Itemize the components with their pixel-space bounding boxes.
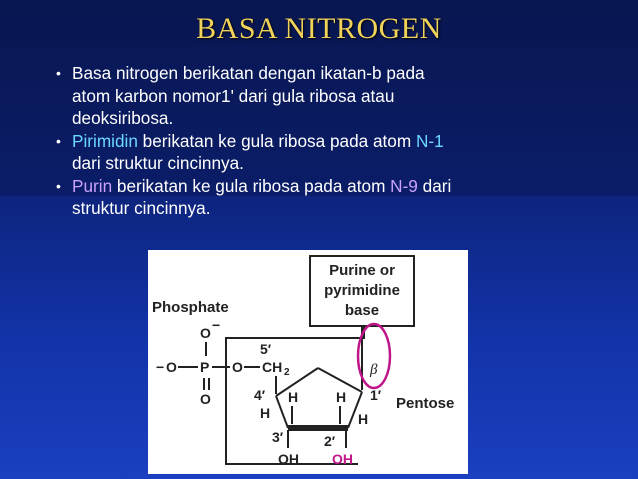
p-atom: P	[200, 359, 210, 375]
pirimidin-term: Pirimidin	[72, 130, 138, 151]
base-label-3: base	[344, 302, 380, 319]
bullet-1-line-2: atom karbon nomor1' dari gula ribosa atau	[72, 85, 395, 106]
slide-title: BASA NITROGEN	[196, 12, 442, 45]
o-left: O	[166, 359, 177, 375]
o-bottom: O	[200, 391, 211, 407]
h-c1: H	[358, 411, 369, 427]
c1-label: 1′	[370, 387, 382, 403]
oh-c2-highlight: OH	[332, 451, 353, 467]
bullet-3-mid: berikatan ke gula ribosa pada atom	[112, 175, 391, 196]
c2-label: 2′	[324, 433, 336, 449]
bullet-2-line-2: dari struktur cincinnya.	[72, 153, 244, 173]
h-c2-top: H	[336, 389, 347, 405]
bullet-item-2	[56, 130, 576, 175]
c4-c3-bond	[276, 396, 288, 428]
nucleotide-svg	[148, 250, 468, 474]
bullet-list	[56, 62, 576, 220]
n9-atom: N-9	[390, 175, 418, 196]
beta-label: β	[370, 362, 378, 378]
c3-label: 3′	[272, 429, 284, 445]
phosphate-label: Phosphate	[152, 299, 229, 316]
ch2-subscript: 2	[284, 367, 290, 378]
base-label-1: Purine or	[329, 262, 395, 279]
purin-term: Purin	[72, 175, 113, 196]
ch2-label: CH	[262, 359, 283, 375]
o-top: O	[200, 325, 211, 341]
o-left-minus: −	[156, 359, 165, 375]
c4-label: 4′	[254, 387, 266, 403]
bullet-dot-icon: •	[56, 65, 61, 81]
base-label-2: pyrimidine	[324, 282, 400, 299]
pentose-label: Pentose	[396, 395, 455, 412]
c5-label: 5′	[260, 341, 272, 357]
h-c3-top: H	[288, 389, 299, 405]
bullet-item-3	[56, 175, 576, 220]
bullet-3-tail: dari	[417, 175, 452, 196]
bullet-item-1	[56, 62, 576, 130]
o-top-minus: −	[212, 317, 221, 333]
bullet-dot-icon: •	[56, 132, 61, 149]
bullet-2-mid: berikatan ke gula ribosa pada atom	[137, 130, 416, 151]
o-bridge: O	[232, 359, 243, 375]
h-c4: H	[260, 405, 271, 421]
bullet-dot-icon: •	[56, 177, 61, 194]
bullet-1-line-1: Basa nitrogen berikatan dengan ikatan-b pada	[72, 63, 425, 83]
bullet-1-line-3: deoksiribosa.	[72, 108, 174, 128]
n1-atom: N-1	[415, 130, 444, 151]
nucleotide-diagram	[148, 250, 468, 474]
oh-c3: OH	[278, 451, 299, 467]
bullet-3-line-2: struktur cincinnya.	[72, 198, 211, 218]
